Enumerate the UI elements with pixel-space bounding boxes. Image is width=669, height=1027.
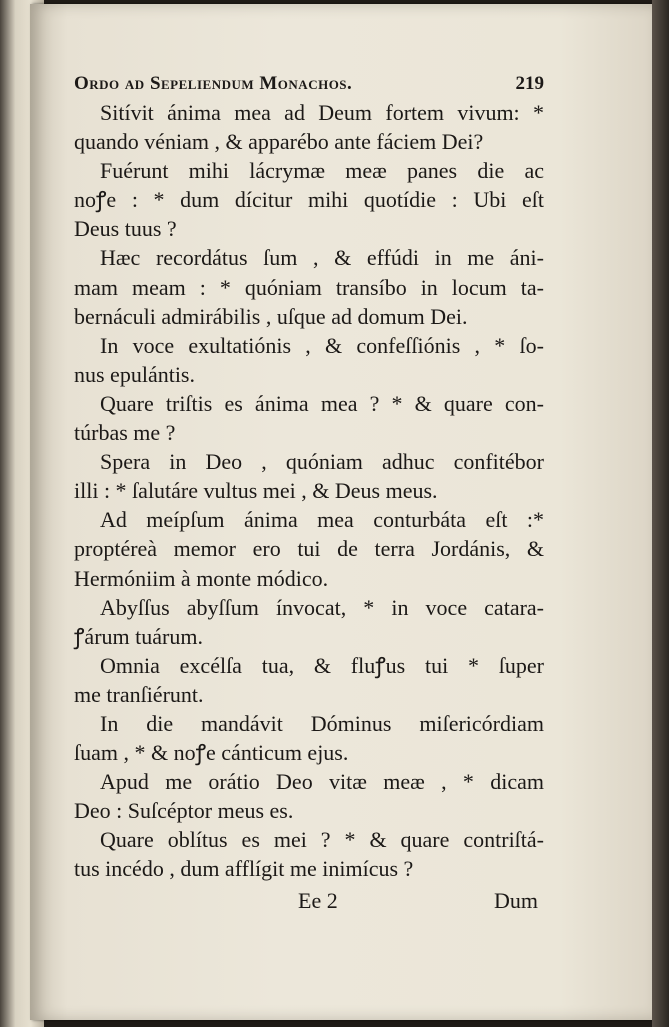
verse-line: noꝭe : * dum dícitur mihi quotídie : Ubi eſt	[74, 187, 544, 213]
verse-line: Ad meípſum ánima mea conturbáta eſt :*	[100, 507, 544, 533]
verse	[74, 709, 544, 767]
verse-line: mam meam : * quóniam transíbo in locum ta-	[74, 274, 544, 300]
verse-line: Hermóniim à monte módico.	[74, 565, 329, 591]
verse	[74, 651, 544, 709]
verse-line: Deus tuus ?	[74, 216, 177, 242]
verse	[74, 505, 544, 592]
page-footer	[74, 886, 544, 916]
verse-line: ꝭárum tuárum.	[74, 623, 203, 649]
psalm-verses	[74, 98, 544, 884]
verse-line: Quare triſtis es ánima mea ? * & quare con-	[100, 390, 544, 416]
binding-edge	[652, 0, 669, 1027]
verse-line: In voce exultatiónis , & confeſſiónis , * ſo-	[100, 332, 544, 358]
verse-line: quando véniam , & apparébo ante fáciem Dei?	[74, 129, 484, 155]
verse	[74, 243, 544, 330]
page-number: 219	[515, 73, 544, 94]
verse-line: nus epulántis.	[74, 361, 195, 387]
verse-line: tus incédo , dum afflígit me inimícus ?	[74, 856, 414, 882]
verse-line: ſuam , * & noꝭe cánticum ejus.	[74, 740, 349, 766]
verse	[74, 389, 544, 447]
verse-line: Sitívit ánima mea ad Deum fortem vivum: *	[100, 100, 544, 125]
verse-line: Fuérunt mihi lácrymæ meæ panes die ac	[100, 158, 544, 184]
verse-line: Omnia excélſa tua, & fluꝭus tui * ſuper	[100, 652, 544, 678]
verse	[74, 825, 544, 883]
verse	[74, 156, 544, 243]
verse-line: Spera in Deo , quóniam adhuc confitébor	[100, 449, 544, 475]
verse-line: proptéreà memor ero tui de terra Jordánis, &	[74, 536, 544, 562]
verse-line: In die mandávit Dóminus miſericórdiam	[100, 710, 544, 736]
catchword: Dum	[494, 887, 538, 913]
verse-line: Hæc recordátus ſum , & effúdi in me áni-	[100, 245, 544, 271]
verse-line: Apud me orátio Deo vitæ meæ , * dicam	[100, 769, 544, 795]
verse-line: Abyſſus abyſſum ínvocat, * in voce catara-	[100, 594, 544, 620]
running-header	[74, 70, 544, 98]
verse	[74, 767, 544, 825]
running-title: Ordo ad Sepeliendum Monachos.	[74, 73, 353, 94]
verse	[74, 98, 544, 156]
verse-line: túrbas me ?	[74, 420, 176, 446]
verse-line: me tranſiérunt.	[74, 681, 204, 707]
signature-mark: Ee 2	[298, 887, 338, 913]
verse	[74, 447, 544, 505]
text-block	[74, 70, 544, 916]
verse	[74, 593, 544, 651]
verse-line: Deo : Suſcéptor meus es.	[74, 798, 294, 824]
verse-line: bernáculi admirábilis , uſque ad domum Dei.	[74, 303, 468, 329]
verse-line: Quare oblítus es mei ? * & quare contriſtá-	[100, 827, 544, 853]
verse-line: illi : * ſalutáre vultus mei , & Deus meus.	[74, 478, 438, 504]
verse	[74, 331, 544, 389]
